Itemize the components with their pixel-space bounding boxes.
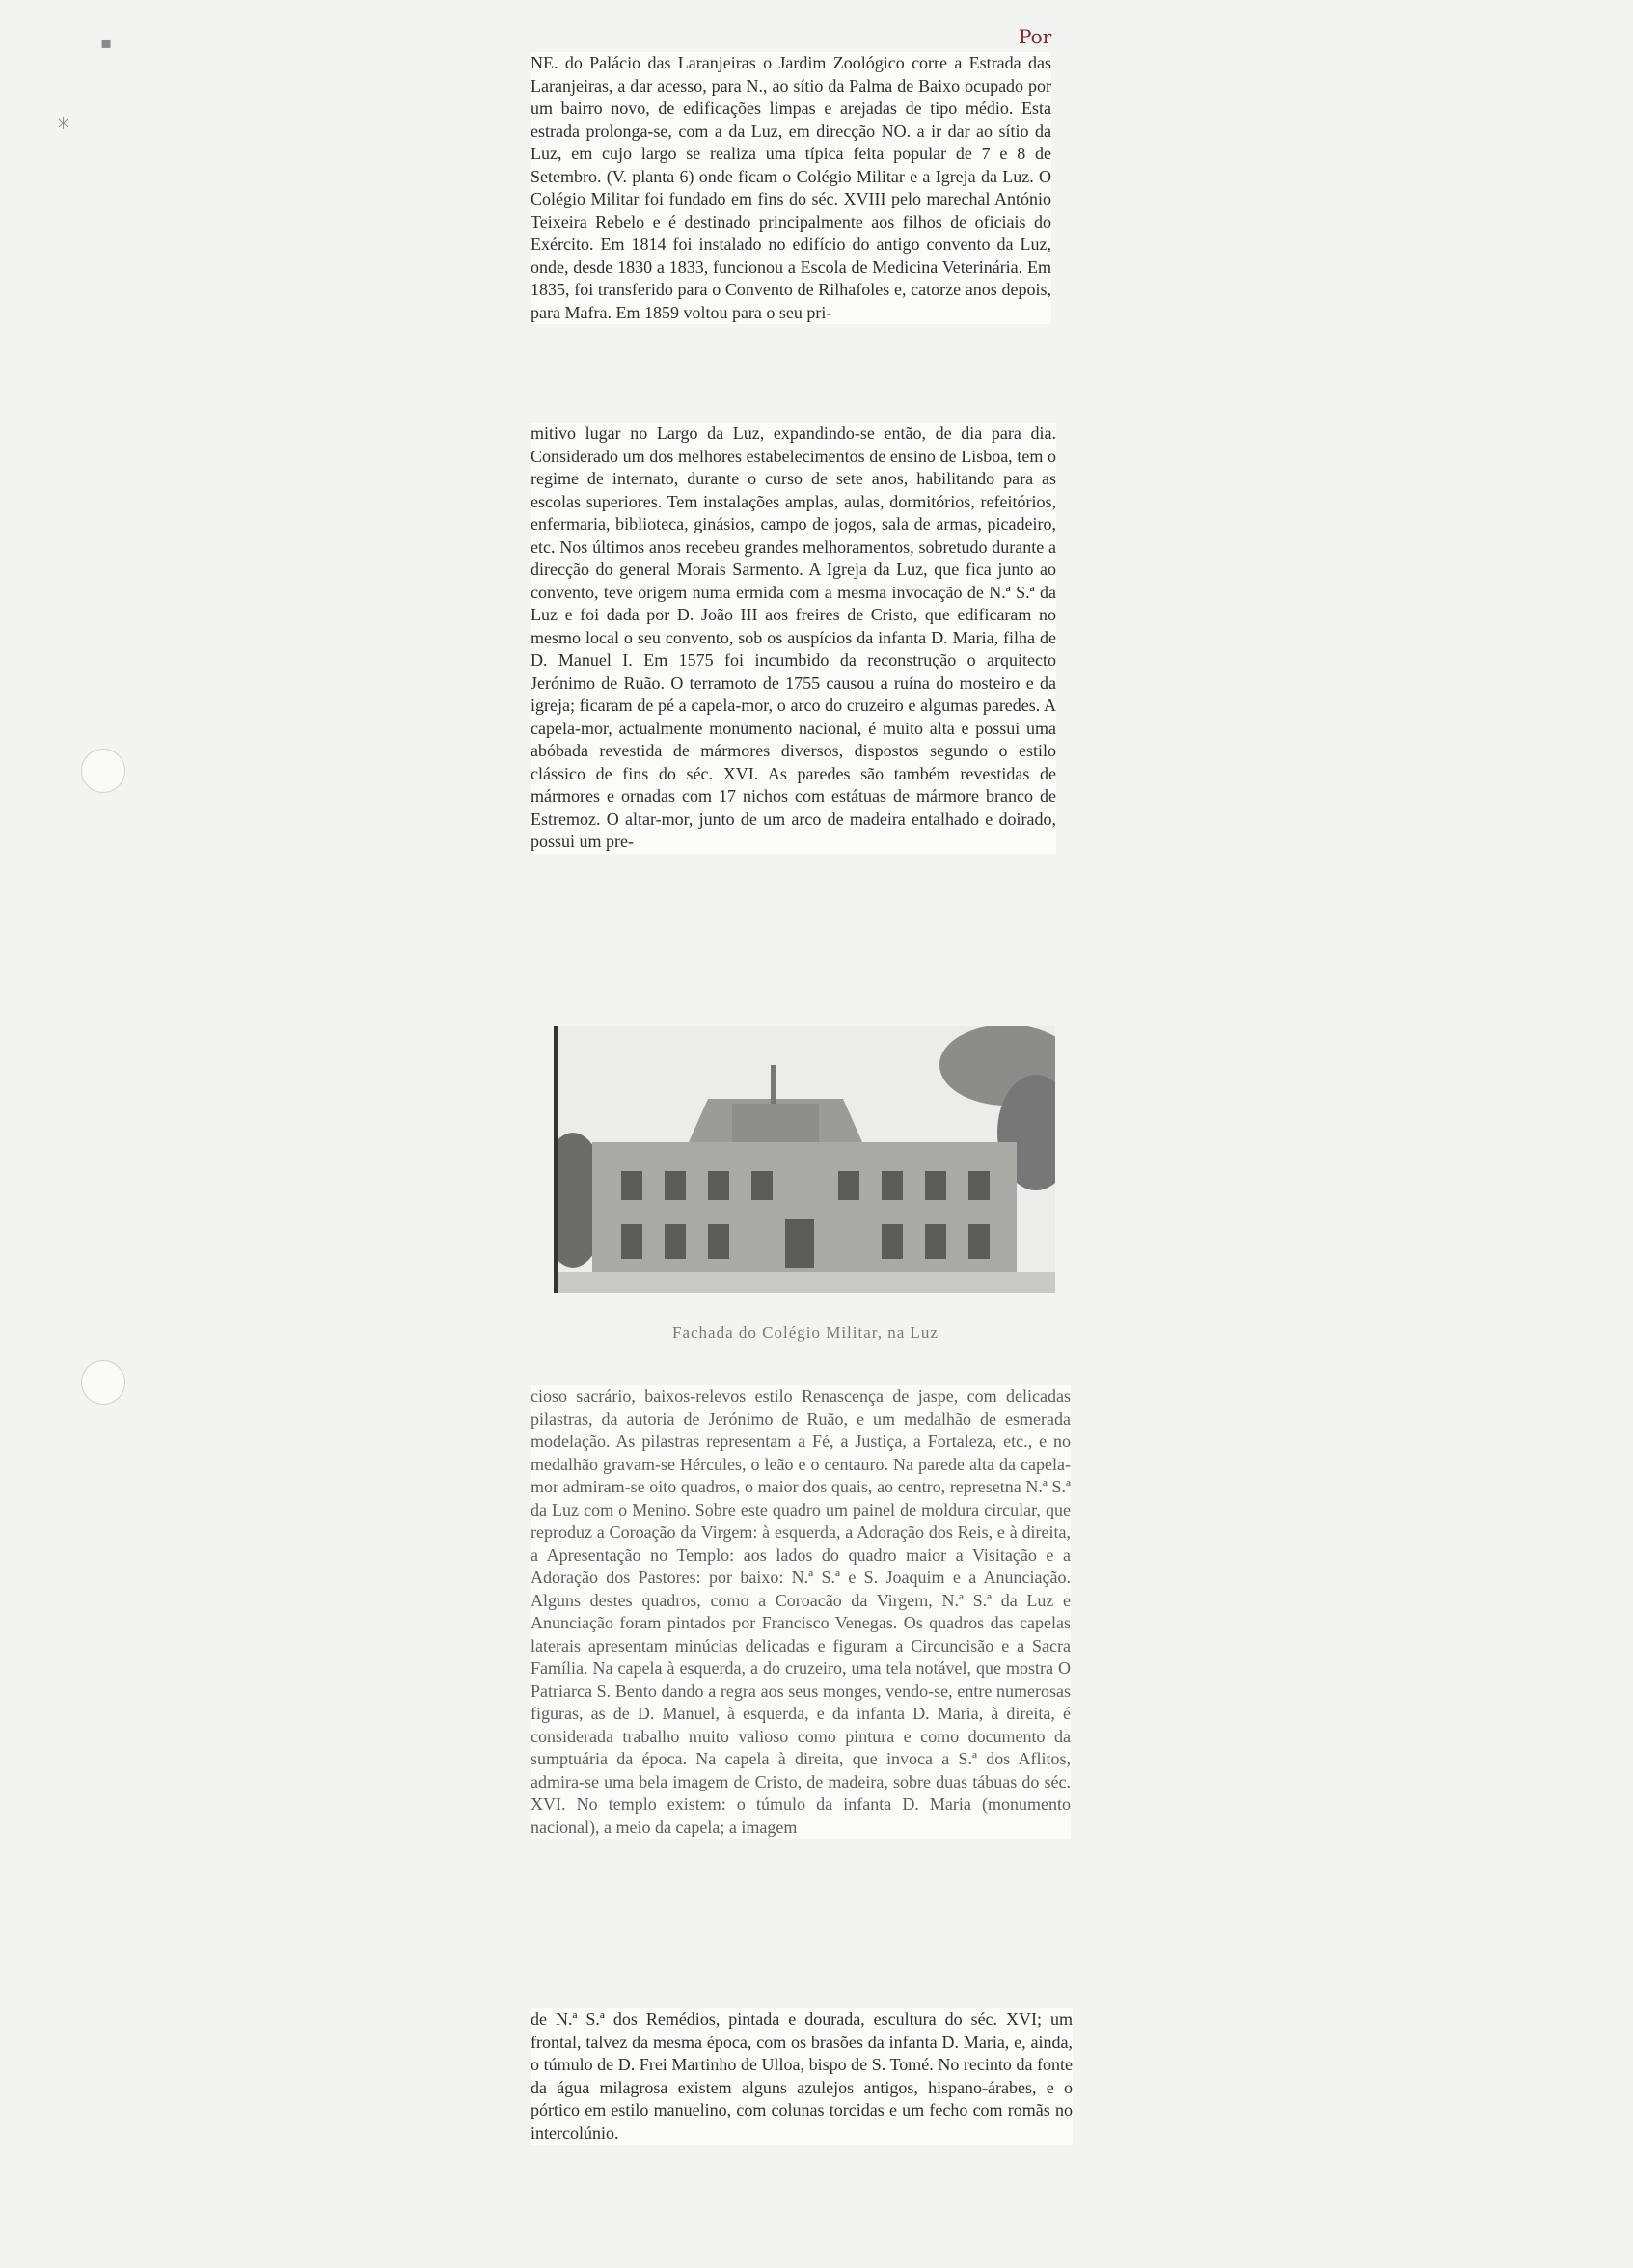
paragraph: mitivo lugar no Largo da Luz, expandindo-se então, de dia para dia. Considerado um dos melhores estabelecimentos de ensino de Lisboa, tem o regime de internato, durante o curso de sete anos, habilitando para as escolas superiores. Tem instalações amplas, aulas, dormitórios, refeitórios, enfermaria, biblioteca, ginásios, campo de jogos, sala de armas, picadeiro, etc. Nos últimos anos recebeu grandes melhoramentos, sobretudo durante a direcção do general Morais Sarmento. A Igreja da Luz, que fica junto ao convento, teve origem numa ermida com a mesma invocação de N.ª S.ª da Luz e foi dada por D. João III aos freires de Cristo, que edificaram no mesmo local o seu convento, sob os auspícios da infanta D. Maria, filha de D. Manuel I. Em 1575 foi incumbido da reconstrução o arquitecto Jerónimo de Ruão. O terramoto de 1755 causou a ruína do mosteiro e da igreja; ficaram de pé a capela-mor, o arco do cruzeiro e algumas paredes. A capela-mor, actualmente monumento nacional, é muito alta e possui uma abóbada revestida de mármores diversos, dispostos segundo o estilo clássico de fins do séc. XVI. As paredes são também revestidas de mármores e ornadas com 17 nichos com estátuas de mármore branco de Estremoz. O altar-mor, junto de um arco de madeira entalhado e doirado, possui um pre- [531, 424, 1056, 851]
text-clipping-2 [531, 423, 1056, 854]
colegio-militar-facade-image [554, 1026, 1055, 1293]
photo-caption: Fachada do Colégio Militar, na Luz [672, 1324, 939, 1342]
punch-hole-top [81, 749, 125, 793]
building-photo [554, 1026, 1055, 1293]
text-clipping-3 [531, 1385, 1071, 1839]
paragraph: de N.ª S.ª dos Remédios, pintada e dourada, escultura do séc. XVI; um frontal, talvez da mesma época, com os brasões da infanta D. Maria, e, ainda, o túmulo de D. Frei Martinho de Ulloa, bispo de S. Tomé. No recinto da fonte da água milagrosa existem alguns azulejos antigos, hispano-árabes, e o pórtico em estilo manuelino, com colunas torcidas e um fecho com romãs no intercolúnio. [531, 2009, 1073, 2143]
corner-mark: Por [1019, 25, 1052, 48]
text-clipping-1 [531, 52, 1051, 324]
dust-speck: ✳ [56, 114, 71, 134]
text-clipping-4 [531, 2008, 1073, 2145]
paragraph: NE. do Palácio das Laranjeiras o Jardim Zoológico corre a Estrada das Laranjeiras, a dar acesso, para N., ao sítio da Palma de Baixo ocupado por um bairro novo, de edificações limpas e arejadas de tipo médio. Esta estrada prolonga-se, com a da Luz, em direcção NO. a ir dar ao sítio da Luz, em cujo largo se realiza uma típica feita popular de 7 e 8 de Setembro. (V. planta 6) onde ficam o Colégio Militar e a Igreja da Luz. O Colégio Militar foi fundado em fins do séc. XVIII pelo marechal António Teixeira Rebelo e é destinado principalmente aos filhos de oficiais do Exército. Em 1814 foi instalado no edifício do antigo convento da Luz, onde, desde 1830 a 1833, funcionou a Escola de Medicina Veterinária. Em 1835, foi transferido para o Convento de Rilhafoles e, catorze anos depois, para Mafra. Em 1859 voltou para o seu pri- [531, 53, 1051, 322]
paragraph: cioso sacrário, baixos-relevos estilo Renascença de jaspe, com delicadas pilastras, da autoria de Jerónimo de Ruão, e um medalhão de esmerada modelação. As pilastras representam a Fé, a Justiça, a Fortaleza, etc., e no medalhão gravam-se Hércules, o leão e o centauro. Na parede alta da capela-mor admiram-se oito quadros, o maior dos quais, ao centro, represetna N.ª S.ª da Luz com o Menino. Sobre este quadro um painel de moldura circular, que reproduz a Coroação da Virgem: à esquerda, a Adoração dos Reis, e à direita, a Apresentação no Templo: aos lados do quadro maior a Visitação e a Adoração dos Pastores: por baixo: N.ª S.ª e S. Joaquim e a Anunciação. Alguns destes quadros, como a Coroacão da Virgem, N.ª S.ª da Luz e Anunciação foram pintados por Francisco Venegas. Os quadros das capelas laterais apresentam minúcias delicadas e figuram a Circuncisão e a Sacra Família. Na capela à esquerda, a do cruzeiro, uma tela notável, que mostra O Patriarca S. Bento dando a regra aos seus monges, vendo-se, entre numerosas figuras, as de D. Manuel, à esquerda, e da infanta D. Maria, à direita, é considerada trabalho muito valioso como pintura e como documento da sumptuária da época. Na capela à direita, que invoca a S.ª dos Aflitos, admira-se uma bela imagem de Cristo, de madeira, sobre duas tábuas do séc. XVI. No templo existem: o túmulo da infanta D. Maria (monumento nacional), a meio da capela; a imagem [531, 1386, 1071, 1837]
dust-speck: ▪ [100, 33, 113, 53]
punch-hole-bottom [81, 1360, 125, 1405]
